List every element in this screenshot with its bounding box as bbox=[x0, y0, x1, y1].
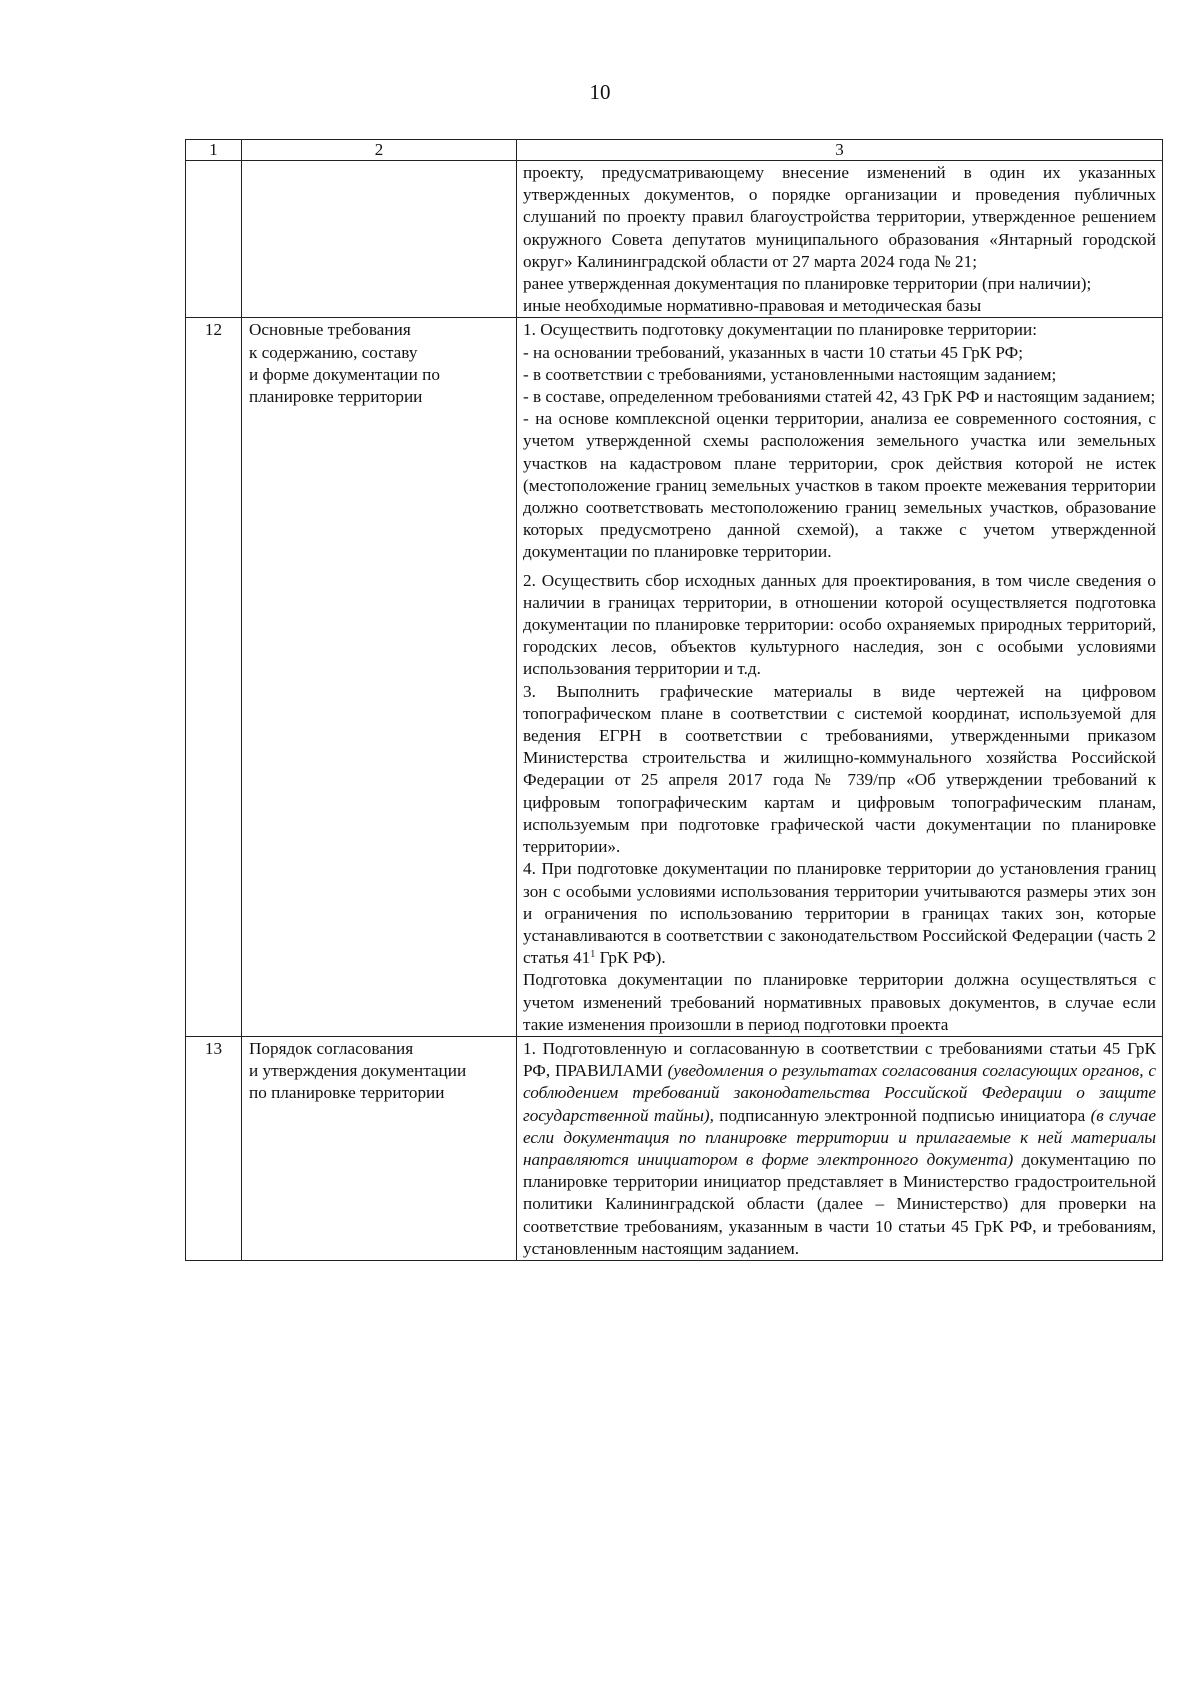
paragraph-text: подписанную электронной подписью инициатора bbox=[713, 1105, 1091, 1125]
row-name bbox=[242, 318, 517, 1037]
row-name-line: Основные требования bbox=[249, 320, 411, 340]
paragraph: 3. Выполнить графические материалы в виде чертежей на цифровом топографическом плане в соответствии с системой координат, используемой для ведения ЕГРН в соответствии с требованиями, утвержденными приказом Министерства строительства и жилищно-коммунального хозяйства Российской Федерации от 25 апреля 2017 года № 739/пр «Об утверждении требований к цифровым топографическим картам и цифровым топографическим планам, используемым при подготовке графической части документации по планировке территории». bbox=[523, 681, 1156, 857]
row-name-line: Порядок согласования bbox=[249, 1038, 414, 1058]
table-header-row bbox=[186, 140, 1163, 161]
paragraph bbox=[523, 858, 1156, 969]
paragraph: - на основе комплексной оценки территории, анализа ее современного состояния, с учетом утвержденной схемы расположения земельного участка или земельных участков на кадастровом плане территории, срок действия которой не истек (местоположение границ земельных участков в таком проекте межевания территории должно соответствовать местоположению границ земельных участков, образование которых предусмотрено данной схемой), а также с учетом утвержденной документации по планировке территории. bbox=[523, 409, 1156, 562]
superscript: 1 bbox=[590, 949, 596, 961]
paragraph bbox=[523, 1038, 1156, 1260]
paragraph: проекту, предусматривающему внесение изменений в один их указанных утвержденных документов, о порядке организации и проведения публичных слушаний по проекту правил благоустройства территории, утвержденное решением окружного Совета депутатов муниципального образования «Янтарный городской округ» Калининградской области от 27 марта 2024 года № 21; bbox=[523, 163, 1156, 271]
table-row-13 bbox=[186, 1036, 1163, 1260]
paragraph: иные необходимые нормативно-правовая и методическая базы bbox=[523, 296, 982, 316]
row-content bbox=[517, 318, 1163, 1037]
paragraph-text: 1. Подготовленную и согласованную в соответствии с требованиями статьи 45 ГрК РФ, ПРАВИЛАМИ bbox=[523, 1038, 1156, 1081]
italic-text: (в случае если документация по планировке территории и прилагаемые к ней материалы направляются инициатором в форме электронного документа) bbox=[523, 1105, 1156, 1169]
paragraph: - в составе, определенном требованиями статей 42, 43 ГрК РФ и настоящим заданием; bbox=[523, 387, 1156, 407]
page-number: 10 bbox=[589, 80, 611, 104]
header-cell-1: 1 bbox=[186, 140, 242, 161]
row-name-line: планировке территории bbox=[249, 387, 423, 407]
paragraph: 2. Осуществить сбор исходных данных для проектирования, в том числе сведения о наличии в границах территории, в отношении которой осуществляется подготовка документации по планировке территории: особо охраняемых природных территорий, городских лесов, объектов культурного наследия, зон с особыми условиями использования территории и т.д. bbox=[523, 570, 1156, 679]
requirements-table bbox=[185, 139, 1163, 1261]
italic-text: (уведомления о результатах согласования согласующих органов, с соблюдением требований законодательства Российской Федерации о защите государственной тайны), bbox=[523, 1061, 1156, 1125]
paragraph-text: ГрК РФ). bbox=[595, 948, 666, 968]
paragraph: - на основании требований, указанных в части 10 статьи 45 ГрК РФ; bbox=[523, 342, 1024, 362]
paragraph-text: 4. При подготовке документации по планировке территории до установления границ зон с особыми условиями использования территории учитываются размеры этих зон и ограничения по использованию территории в границах таких зон, которые устанавливаются в соответствии с законодательством Российской Федерации (часть 2 статья 41 bbox=[523, 859, 1156, 968]
row-name-line: и форме документации по bbox=[249, 364, 440, 384]
row-number bbox=[186, 161, 242, 318]
header-cell-3: 3 bbox=[517, 140, 1163, 161]
row-name-line: к содержанию, составу bbox=[249, 342, 418, 362]
row-name-line: и утверждения документации bbox=[249, 1061, 467, 1081]
paragraph: - в соответствии с требованиями, установленными настоящим заданием; bbox=[523, 364, 1057, 384]
paragraph: Подготовка документации по планировке территории должна осуществляться с учетом изменений требований нормативных правовых документов, в случае если такие изменения произошли в период подготовки проекта bbox=[523, 970, 1156, 1034]
paragraph: ранее утвержденная документация по планировке территории (при наличии); bbox=[523, 274, 1092, 294]
row-content bbox=[517, 161, 1163, 318]
row-number: 12 bbox=[186, 318, 242, 1037]
paragraph-text: документацию по планировке территории инициатор представляет в Министерство градостроительной политики Калининградской области (далее – Министерство) для проверки на соответствие требованиям, указанным в части 10 статьи 45 ГрК РФ, и требованиям, установленным настоящим заданием. bbox=[523, 1149, 1156, 1258]
table-row-12 bbox=[186, 318, 1163, 1037]
row-name bbox=[242, 1036, 517, 1260]
header-cell-2: 2 bbox=[242, 140, 517, 161]
row-content bbox=[517, 1036, 1163, 1260]
table-row-continued bbox=[186, 161, 1163, 318]
row-name bbox=[242, 161, 517, 318]
paragraph: 1. Осуществить подготовку документации по планировке территории: bbox=[523, 320, 1037, 340]
row-number: 13 bbox=[186, 1036, 242, 1260]
row-name-line: по планировке территории bbox=[249, 1083, 445, 1103]
